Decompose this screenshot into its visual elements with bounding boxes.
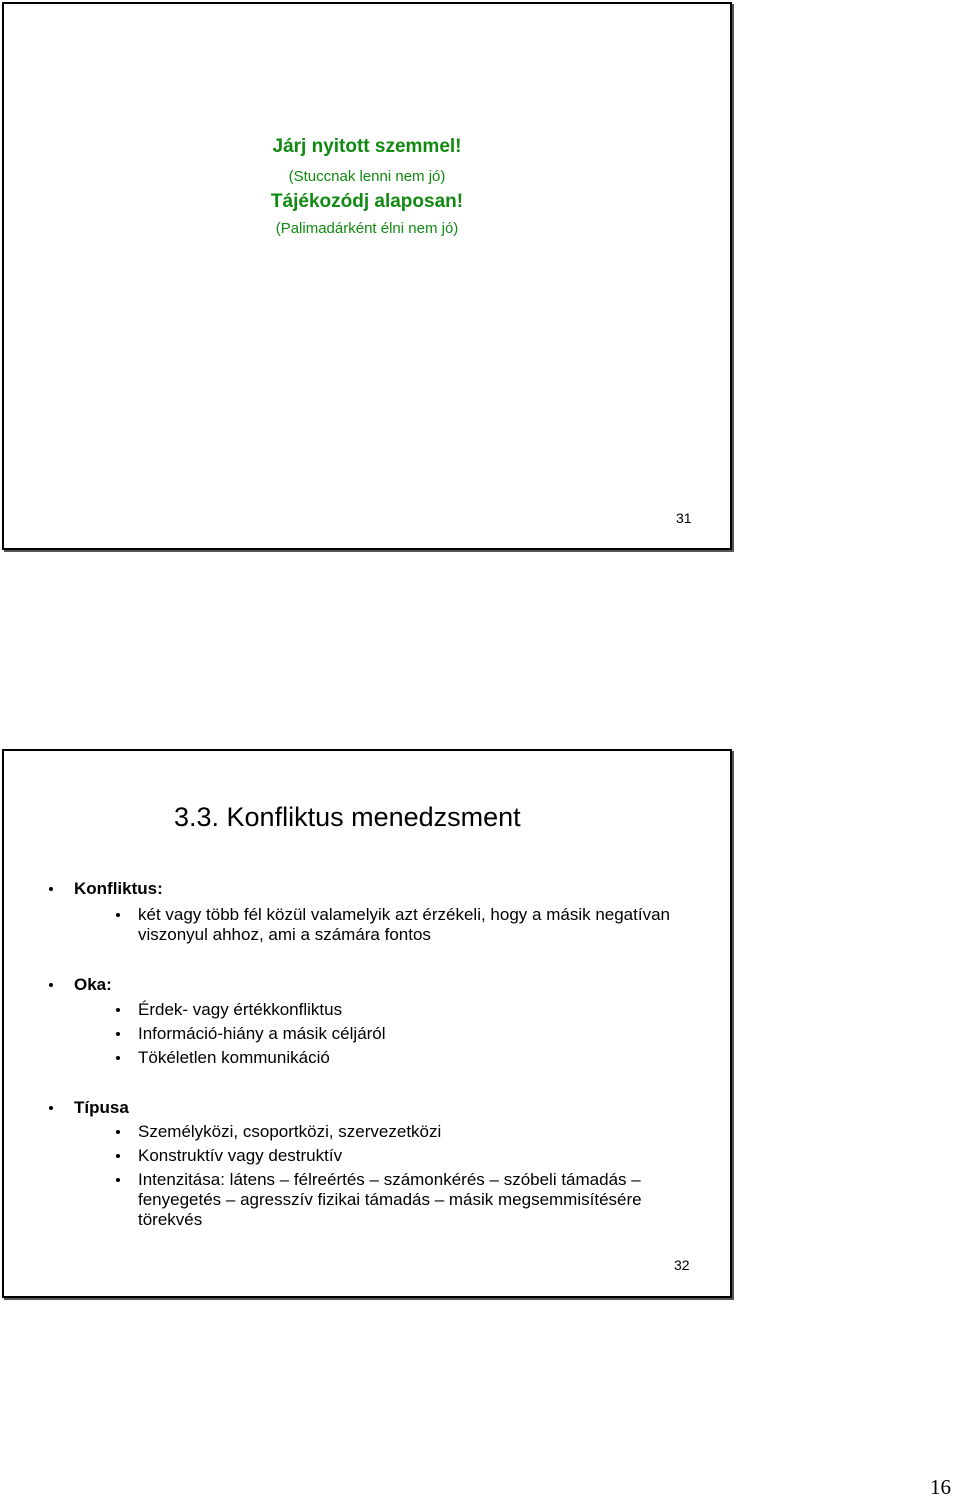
konfliktus-definition: két vagy több fél közül valamelyik azt érzékeli, hogy a másik negatívan viszonyul ahhoz, ami a számára fontos	[138, 905, 698, 945]
tipusa-heading: Típusa	[74, 1098, 129, 1117]
slide-number: 32	[674, 1257, 690, 1273]
slide31-line4: (Palimadárként élni nem jó)	[275, 220, 459, 237]
slide31-line2: (Stuccnak lenni nem jó)	[288, 168, 446, 185]
tipusa-item: Intenzitása: látens – félreértés – számonkérés – szóbeli támadás – fenyegetés – agresszív fizikai támadás – másik megsemmisítésére törekvés	[138, 1170, 698, 1230]
oka-item: Tökéletlen kommunikáció	[138, 1048, 698, 1068]
tipusa-item: Személyközi, csoportközi, szervezetközi	[138, 1122, 698, 1142]
page-number: 16	[930, 1475, 951, 1499]
slide-number: 31	[676, 510, 692, 526]
slide-32	[2, 749, 732, 1298]
konfliktus-heading: Konfliktus:	[74, 879, 163, 898]
tipusa-item: Konstruktív vagy destruktív	[138, 1146, 698, 1166]
oka-heading: Oka:	[74, 975, 112, 994]
slide31-line3: Tájékozódj alaposan!	[270, 191, 464, 212]
slide-title: 3.3. Konfliktus menedzsment	[174, 802, 521, 832]
oka-item: Érdek- vagy értékkonfliktus	[138, 1000, 698, 1020]
oka-item: Információ-hiány a másik céljáról	[138, 1024, 698, 1044]
slide-31	[2, 2, 732, 550]
slide31-line1: Járj nyitott szemmel!	[272, 136, 462, 157]
